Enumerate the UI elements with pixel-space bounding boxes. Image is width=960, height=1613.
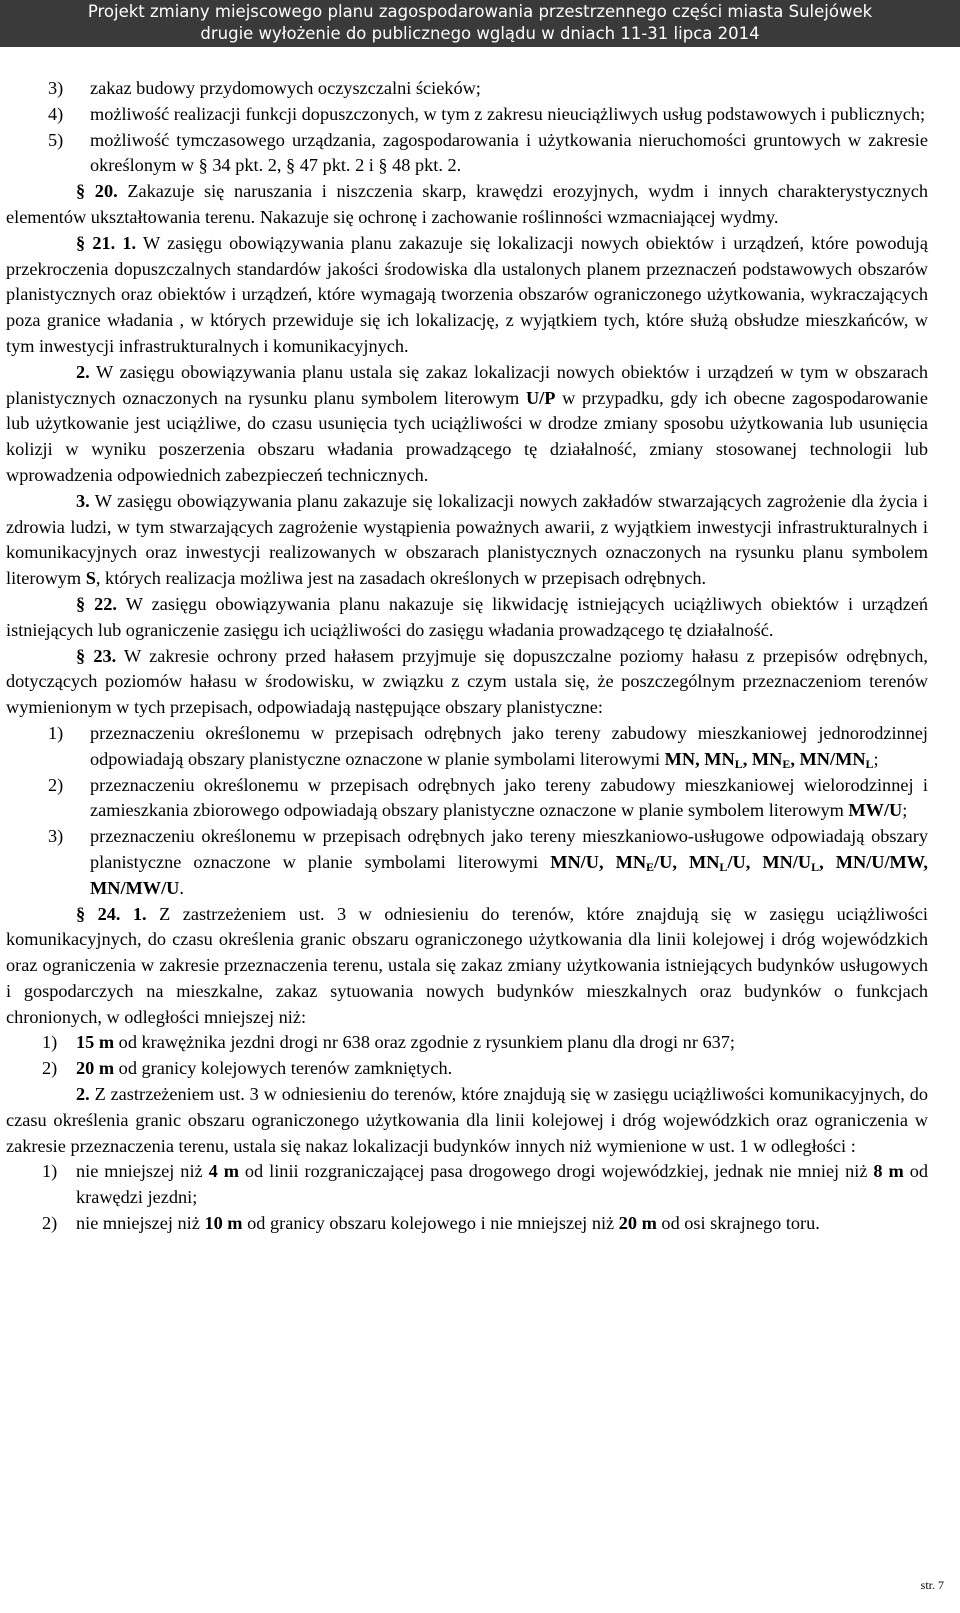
section-label: § 22. [76,593,118,614]
list-item: 1) 15 m od krawężnika jezdni drogi nr 638 oraz zgodnie z rysunkiem planu dla drogi nr 637; [42,1032,735,1053]
section-20: § 20. Zakazuje się naruszania i niszczenia skarp, krawędzi erozyjnych, wydm i innych charakterystycznych elementów ukształtowania terenu. Nakazuje się ochronę i zachowanie roślinności wzmacniającej wydmy. [6,181,928,227]
list-item: 2) przeznaczeniu określonemu w przepisach odrębnych jako tereny zabudowy mieszkaniowej wielorodzinnej i zamieszkania zbiorowego odpowiadają obszary planistyczne oznaczone w planie symbolem literowym MW/U; [48,774,928,821]
zone-symbols: MW/U [848,800,903,821]
document-header [0,0,960,47]
section-24-paragraph-1: § 24. 1. Z zastrzeżeniem ust. 3 w odniesieniu do terenów, które znajdują się w zasięgu uciążliwości komunikacyjnych, do czasu określenia granic obszaru ograniczonego użytkowania dla linii kolejowej i dróg wojewódzkich oraz ograniczenia w zakresie przeznaczenia terenu, ustala się zakaz zmiany użytkowania istniejących budynków usługowych i gospodarczych na mieszkalne, zakaz sytuowania nowych budynków mieszkalnych oraz budynków o funkcjach chronionych, w odległości mniejszej niż: [6,903,929,1027]
page-number: str. 7 [920,1578,944,1592]
list-item: 1) przeznaczeniu określonemu w przepisach odrębnych jako tereny zabudowy mieszkaniowej jednorodzinnej odpowiadają obszary planistyczne oznaczone w planie symbolami literowymi MN, $MN_L$, $MN_E$, $MN/MN_L$; [48,722,928,771]
list-item: 1) nie mniejszej niż 4 m od linii rozgraniczającej pasa drogowego drogi wojewódzkiej, jednak nie mniej niż 8 m od krawędzi jezdni; [42,1161,928,1208]
section-21-paragraph-1: § 21. 1. W zasięgu obowiązywania planu zakazuje się lokalizacji nowych obiektów i urządzeń, które powodują przekroczenia dopuszczalnych standardów jakości środowiska dla ustalonych planem przeznaczeń podstawowych obszarów planistycznych oraz obiektów i urządzeń, które wymagają tworzenia obszarów ograniczonego użytkowania, wykraczających poza granice władania , w których przewiduje się ich lokalizację, z wyjątkiem tych, które służą obsłudze mieszkańców, w tym inwestycji infrastrukturalnych i komunikacyjnych. [6,232,928,356]
header-subtitle: drugie wyłożenie do publicznego wglądu w dniach 11-31 lipca 2014 [200,24,760,43]
section-label: § 20. [76,181,118,202]
list-item: 4) możliwość realizacji funkcji dopuszczonych, w tym z zakresu nieuciążliwych usług podstawowych i publicznych; [48,103,926,124]
section-23: § 23. W zakresie ochrony przed hałasem przyjmuje się dopuszczalne poziomy hałasu z przepisów odrębnych, dotyczących poziomów hałasu w środowisku, w związku z czym ustala się, że poszczególnym przeznaczeniom terenów wymienionym w tych przepisach, odpowiadają następujące obszary planistyczne: [6,645,929,718]
list-item: 3) przeznaczeniu określonemu w przepisach odrębnych jako tereny mieszkaniowo-usługowe odpowiadają obszary planistyczne oznaczone w planie symbolami literowymi MN/U, $MN_E/U$, $MN_L/U$, $MN/U_L$, MN/U/MW, MN/MW/U. [48,826,928,898]
section-22: § 22. W zasięgu obowiązywania planu nakazuje się likwidację istniejących uciążliwych obiektów i urządzeń istniejących lub ograniczenie zasięgu ich uciążliwości do zasięgu władania prowadzącego tę działalność. [6,593,929,640]
list-item: 5) możliwość tymczasowego urządzania, zagospodarowania i użytkowania nieruchomości gruntowych w zakresie określonym w § 34 pkt. 2, § 47 pkt. 2 i § 48 pkt. 2. [48,129,928,176]
section-21-paragraph-2: 2. W zasięgu obowiązywania planu ustala się zakaz lokalizacji nowych obiektów i urządzeń w tym w obszarach planistycznych oznaczonych na rysunku planu symbolem literowym U/P w przypadku, gdy ich obecne zagospodarowanie lub użytkowanie jest uciążliwe, do czasu usunięcia tych uciążliwości w drodze zmiany sposobu użytkowania lub usunięcia kolizji w wyniku poszerzenia obszaru władania prowadzącego tę działalność, zmiany stosowanej technologii lub wprowadzenia odpowiednich zabezpieczeń technicznych. [6,361,929,485]
section-label: § 21. 1. [76,232,137,253]
document-body [6,76,928,1237]
header-title: Projekt zmiany miejscowego planu zagospodarowania przestrzennego części miasta Sulejówek [87,2,873,21]
zone-symbol: S [85,568,96,589]
section-label: § 24. 1. [76,903,147,924]
section-label: § 23. [76,645,117,666]
zone-symbol: U/P [525,387,556,408]
list-item: 3) zakaz budowy przydomowych oczyszczalni ścieków; [48,78,481,98]
list-item: 2) 20 m od granicy kolejowych terenów zamkniętych. [42,1058,453,1079]
section-21-paragraph-3: 3. W zasięgu obowiązywania planu zakazuje się lokalizacji nowych zakładów stwarzających zagrożenie dla życia i zdrowia ludzi, w tym stwarzających zagrożenie wystąpienia poważnych awarii, z wyjątkiem inwestycji infrastrukturalnych i komunikacyjnych oraz inwestycji realizowanych w obszarach planistycznych oznaczonych na rysunku planu symbolem literowym S, których realizacja możliwa jest na zasadach określonych w przepisach odrębnych. [6,490,928,589]
zone-symbols: MN, $MN_L$, $MN_E$, $MN/MN_L$ [664,748,874,771]
section-24-paragraph-2: 2. Z zastrzeżeniem ust. 3 w odniesieniu do terenów, które znajdują się w zasięgu uciążliwości komunikacyjnych, do czasu określenia granic obszaru ograniczonego użytkowania dla linii kolejowej i dróg wojewódzkich oraz ograniczenia w zakresie przeznaczenia terenu, ustala się nakaz lokalizacji budynków innych niż wymienione w ust. 1 w odległości : [6,1084,928,1156]
zone-symbols: MN/U, $MN_E/U$, $MN_L/U$, $MN/U_L$, MN/U/MW, MN/MW/U [90,851,928,898]
list-item: 2) nie mniejszej niż 10 m od granicy obszaru kolejowego i nie mniejszej niż 20 m od osi skrajnego toru. [42,1213,820,1234]
